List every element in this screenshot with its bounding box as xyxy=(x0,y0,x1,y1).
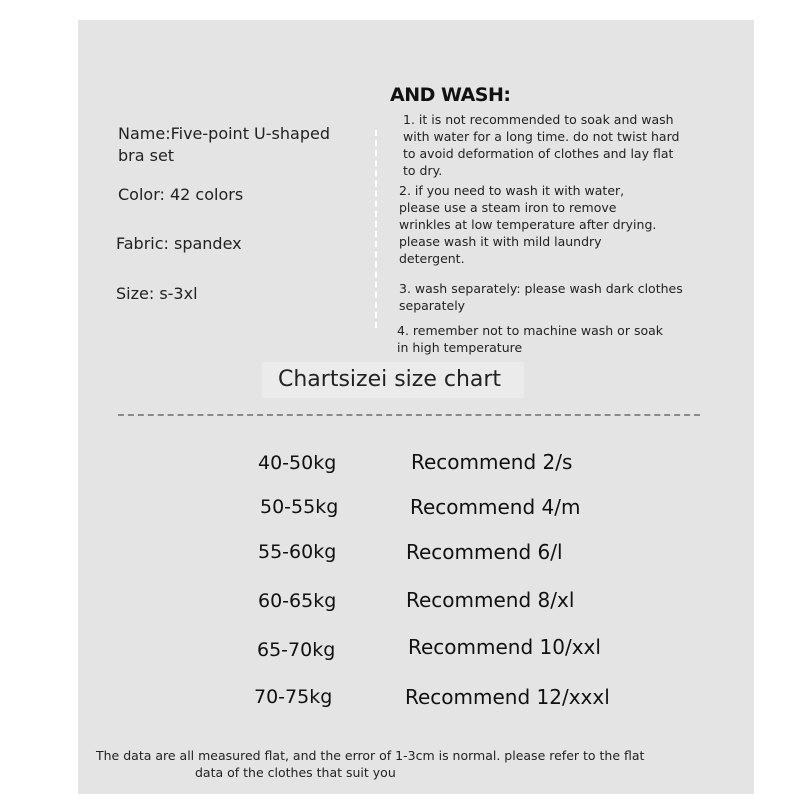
wash-title: AND WASH: xyxy=(390,84,511,106)
product-fabric: Fabric: spandex xyxy=(116,234,242,253)
wash-item-1-line: to avoid deformation of clothes and lay flat xyxy=(403,146,674,161)
wash-item-1-line: with water for a long time. do not twist hard xyxy=(403,129,680,144)
size-row-weight: 40-50kg xyxy=(258,452,337,474)
size-row-weight: 70-75kg xyxy=(254,686,333,708)
size-row-recommend: Recommend 10/xxl xyxy=(408,635,601,659)
footer-note-line: The data are all measured flat, and the error of 1-3cm is normal. please refer to the flat xyxy=(96,748,645,763)
size-row-weight: 55-60kg xyxy=(258,541,337,563)
vertical-divider xyxy=(375,130,377,328)
size-row-recommend: Recommend 2/s xyxy=(411,450,573,474)
wash-item-4-line: 4. remember not to machine wash or soak xyxy=(397,323,664,338)
product-name-line2: bra set xyxy=(118,146,175,165)
wash-item-1 xyxy=(403,111,679,179)
wash-item-2 xyxy=(399,182,656,267)
wash-item-2-line: please wash it with mild laundry xyxy=(399,234,602,249)
size-chart-title: Chartsizei size chart xyxy=(262,362,524,398)
size-row-weight: 65-70kg xyxy=(257,639,336,661)
size-row-recommend: Recommend 12/xxxl xyxy=(405,685,610,709)
size-row-recommend: Recommend 6/l xyxy=(406,540,563,564)
wash-item-3-line: separately xyxy=(399,298,466,313)
horizontal-divider xyxy=(118,414,700,416)
size-row-recommend: Recommend 4/m xyxy=(410,495,581,519)
wash-item-2-line: wrinkles at low temperature after drying. xyxy=(399,217,657,232)
size-row-recommend: Recommend 8/xl xyxy=(406,588,575,612)
wash-item-2-line: please use a steam iron to remove xyxy=(399,200,617,215)
wash-item-3 xyxy=(399,280,683,314)
size-row-weight: 60-65kg xyxy=(258,590,337,612)
wash-item-2-line: detergent. xyxy=(399,251,465,266)
wash-item-4-line: in high temperature xyxy=(397,340,523,355)
wash-item-3-line: 3. wash separately: please wash dark clothes xyxy=(399,281,683,296)
wash-item-1-line: 1. it is not recommended to soak and wash xyxy=(403,112,674,127)
product-name-line1: Name:Five-point U-shaped xyxy=(118,124,330,143)
product-size: Size: s-3xl xyxy=(116,284,198,303)
wash-item-1-line: to dry. xyxy=(403,163,443,178)
footer-note xyxy=(96,747,644,781)
product-color: Color: 42 colors xyxy=(118,185,244,204)
wash-item-4 xyxy=(397,322,663,356)
wash-item-2-line: 2. if you need to wash it with water, xyxy=(399,183,625,198)
footer-note-line: data of the clothes that suit you xyxy=(195,765,396,780)
size-row-weight: 50-55kg xyxy=(260,496,339,518)
